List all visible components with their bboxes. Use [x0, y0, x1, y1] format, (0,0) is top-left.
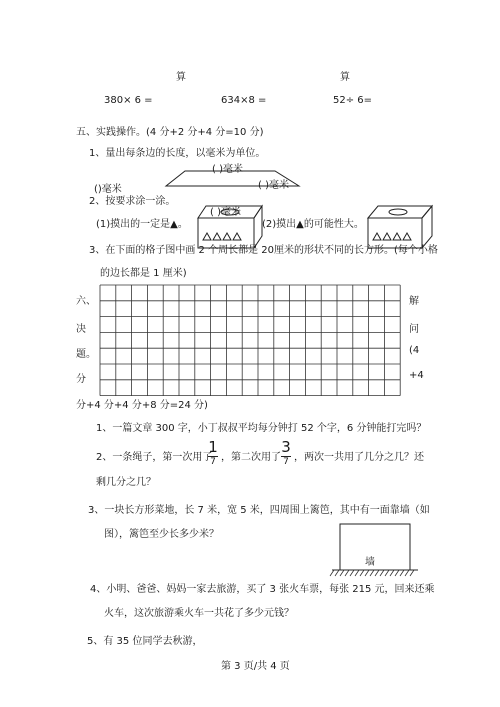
problem-4: 4、小明、爸爸、妈妈一家去旅游，买了 3 张火车票，每张 215 元，回来还乘: [90, 584, 435, 595]
ground-hatch-line: [330, 570, 334, 576]
problem-5: 5、有 35 位同学去秋游，: [87, 636, 203, 647]
fraction-numerator: 3: [281, 438, 291, 456]
ground-hatch-line: [355, 570, 359, 576]
section-6-side-text: 问: [409, 324, 419, 335]
ground-hatch-line: [340, 570, 344, 576]
question-5-2: 2、按要求涂一涂。: [89, 196, 176, 207]
section-5-heading: 五、实践操作。(4 分+2 分+4 分=10 分): [76, 127, 264, 138]
section-6-side-text: 题。: [76, 349, 96, 360]
section-6-side-text: 解: [409, 296, 419, 307]
problem-3: 3、一块长方形菜地，长 7 米，宽 5 米，四周围上篱笆，其中有一面靠墙（如: [88, 505, 430, 516]
section-6-side-text: 决: [76, 324, 86, 335]
wall-label: 墙: [365, 557, 375, 568]
measure-right-edge: ( )毫米: [258, 180, 289, 191]
question-5-2-sub1: (1)摸出的一定是▲。: [96, 219, 188, 230]
ground-hatch-line: [395, 570, 399, 576]
calc-label-left: 算: [176, 72, 186, 83]
ground-hatch-line: [335, 570, 339, 576]
ground-hatch-line: [405, 570, 409, 576]
fraction-denominator: 7: [281, 456, 291, 467]
measure-bottom-edge: ( )毫米: [210, 207, 241, 218]
ground-hatch-line: [400, 570, 404, 576]
question-5-2-sub2: (2)摸出▲的可能性大。: [262, 219, 364, 230]
problem-3-continued: 图），篱笆至少长多少米？: [104, 529, 219, 540]
ground-hatch-line: [410, 570, 414, 576]
problem-4-continued: 火车，这次旅游乘火车一共花了多少元钱？: [104, 608, 294, 619]
page-footer: 第 3 页/共 4 页: [221, 661, 290, 672]
problem-2-continued: 剩几分之几？: [96, 477, 156, 488]
ground-hatch-line: [365, 570, 369, 576]
ground-hatch-line: [360, 570, 364, 576]
section-6-side-text: +4: [409, 370, 424, 381]
fraction-numerator: 1: [208, 438, 218, 456]
calc-label-right: 算: [340, 72, 350, 83]
section-6-side-text: 六、: [76, 296, 96, 307]
ground-hatch-line: [375, 570, 379, 576]
section-6-score-line: 分+4 分+4 分+8 分=24 分): [76, 400, 208, 411]
measure-left-edge: ()毫米: [94, 184, 122, 195]
ground-hatch-line: [370, 570, 374, 576]
ground-hatch-line: [345, 570, 349, 576]
fraction-denominator: 7: [208, 456, 218, 467]
problem-2-part-b: ，第二次用了: [221, 452, 281, 463]
ground-hatch-line: [385, 570, 389, 576]
problem-2-part-c: ，两次一共用了几分之几？还: [294, 452, 424, 463]
calc-expression-3: 52÷ 6=: [333, 95, 373, 106]
ground-hatch-line: [380, 570, 384, 576]
ground-hatch-line: [390, 570, 394, 576]
question-5-1: 1、量出每条边的长度，以毫米为单位。: [89, 148, 266, 159]
problem-1: 1、一篇文章 300 字，小丁叔叔平均每分钟打 52 个字，6 分钟能打完吗？: [96, 423, 427, 434]
section-6-side-text: (4: [409, 345, 420, 356]
question-5-3-continued: 的边长都是 1 厘米): [100, 268, 187, 279]
section-6-side-text: 分: [76, 374, 86, 385]
ground-hatch-line: [350, 570, 354, 576]
calc-expression-2: 634×8 =: [221, 95, 267, 106]
measure-top-edge: ( )毫米: [212, 164, 243, 175]
question-5-3: 3、在下面的格子图中画 2 个周长都是 20厘米的形状不同的长方形。(每个小格: [89, 245, 438, 256]
calc-expression-1: 380× 6 =: [104, 95, 153, 106]
problem-2-part-a: 2、一条绳子，第一次用了: [96, 452, 213, 463]
